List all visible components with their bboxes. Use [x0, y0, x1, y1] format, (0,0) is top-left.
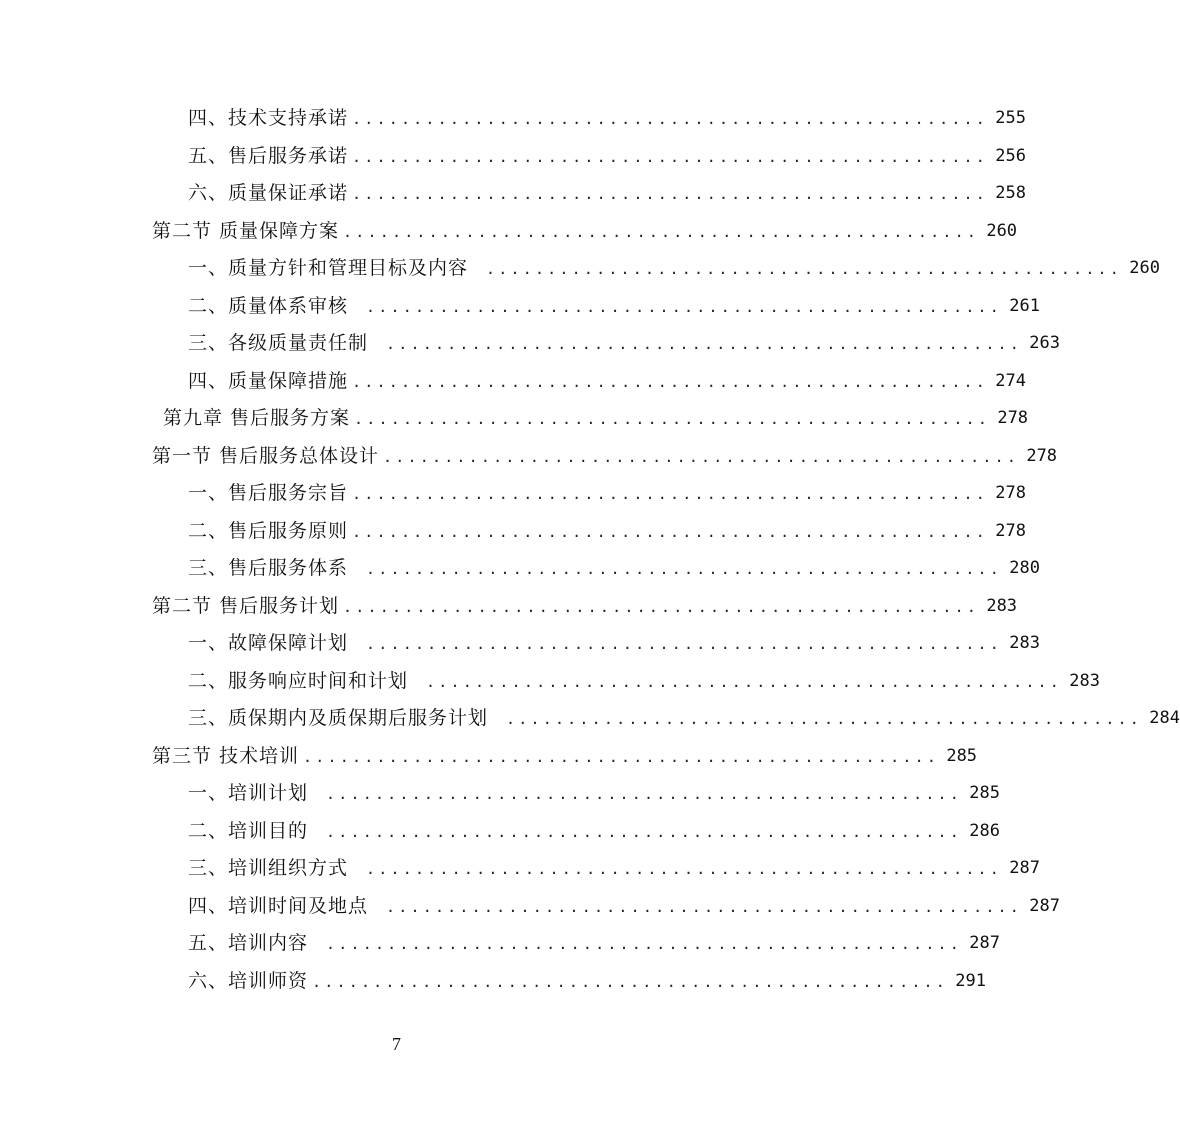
toc-entry-title: 二、培训目的 — [188, 819, 309, 842]
toc-entry-title: 三、各级质量责任制 — [188, 332, 369, 355]
table-of-contents — [0, 100, 1180, 1000]
toc-entry-title: 五、培训内容 — [188, 932, 309, 955]
toc-dot-leader: .................................................... — [506, 710, 1143, 729]
toc-entry-title: 三、质保期内及质保期后服务计划 — [188, 707, 489, 730]
toc-entry[interactable] — [0, 888, 1061, 926]
toc-entry-title: 一、培训计划 — [188, 782, 309, 805]
toc-entry[interactable] — [0, 288, 1041, 326]
toc-dot-leader: .................................................... — [366, 297, 1003, 316]
toc-entry-page: 278 — [995, 483, 1027, 504]
toc-entry-title: 第二节 质量保障方案 — [152, 219, 340, 242]
toc-entry-page: 285 — [969, 783, 1001, 804]
toc-entry-title: 四、培训时间及地点 — [188, 894, 369, 917]
toc-entry-page: 255 — [995, 108, 1027, 129]
toc-dot-leader: .................................................... — [352, 485, 989, 504]
toc-entry[interactable] — [0, 775, 1001, 813]
toc-entry-page: 278 — [995, 520, 1027, 541]
toc-entry-title: 五、售后服务承诺 — [188, 144, 349, 167]
toc-entry[interactable] — [0, 588, 1018, 626]
toc-entry-page: 256 — [995, 145, 1027, 166]
toc-entry[interactable] — [0, 663, 1101, 701]
toc-entry-page: 291 — [955, 970, 987, 991]
toc-entry-page: 260 — [1129, 258, 1161, 279]
toc-entry-page: 261 — [1009, 295, 1041, 316]
toc-entry[interactable] — [0, 513, 1027, 551]
toc-dot-leader: .................................................... — [352, 185, 989, 204]
toc-entry-page: 285 — [946, 745, 978, 766]
toc-entry[interactable] — [0, 175, 1027, 213]
toc-entry[interactable] — [0, 700, 1180, 738]
toc-entry-title: 六、培训师资 — [188, 969, 309, 992]
toc-entry-title: 第三节 技术培训 — [152, 744, 300, 767]
toc-entry-page: 274 — [995, 370, 1027, 391]
toc-entry-page: 278 — [997, 408, 1029, 429]
toc-entry[interactable] — [0, 250, 1161, 288]
toc-dot-leader: .................................................... — [486, 260, 1123, 279]
toc-dot-leader: .................................................... — [303, 747, 940, 766]
toc-entry[interactable] — [0, 738, 978, 776]
toc-entry[interactable] — [0, 438, 1058, 476]
toc-entry[interactable] — [0, 363, 1027, 401]
toc-dot-leader: .................................................... — [366, 635, 1003, 654]
toc-dot-leader: .................................................... — [386, 335, 1023, 354]
toc-dot-leader: .................................................... — [386, 897, 1023, 916]
toc-entry-page: 287 — [1009, 858, 1041, 879]
toc-entry[interactable] — [0, 100, 1027, 138]
toc-dot-leader: .................................................... — [366, 860, 1003, 879]
toc-dot-leader: .................................................... — [352, 372, 989, 391]
toc-entry-page: 278 — [1026, 445, 1058, 466]
toc-entry[interactable] — [0, 213, 1018, 251]
toc-entry-title: 三、售后服务体系 — [188, 557, 349, 580]
toc-dot-leader: .................................................... — [326, 822, 963, 841]
toc-entry[interactable] — [0, 400, 1029, 438]
toc-dot-leader: .................................................... — [354, 410, 991, 429]
toc-entry[interactable] — [0, 963, 987, 1001]
toc-entry-page: 287 — [969, 933, 1001, 954]
toc-entry-page: 283 — [986, 595, 1018, 616]
toc-entry[interactable] — [0, 550, 1041, 588]
toc-entry-page: 286 — [969, 820, 1001, 841]
toc-dot-leader: .................................................... — [312, 972, 949, 991]
toc-entry-title: 第一节 售后服务总体设计 — [152, 444, 380, 467]
toc-entry-page: 283 — [1069, 670, 1101, 691]
toc-entry-title: 第九章 售后服务方案 — [163, 407, 351, 430]
toc-entry-title: 六、质量保证承诺 — [188, 182, 349, 205]
toc-dot-leader: .................................................... — [383, 447, 1020, 466]
toc-entry-title: 第二节 售后服务计划 — [152, 594, 340, 617]
toc-entry-title: 二、服务响应时间和计划 — [188, 669, 409, 692]
toc-dot-leader: .................................................... — [326, 785, 963, 804]
toc-dot-leader: .................................................... — [352, 147, 989, 166]
toc-entry-page: 263 — [1029, 333, 1061, 354]
toc-entry-title: 三、培训组织方式 — [188, 857, 349, 880]
toc-entry[interactable] — [0, 138, 1027, 176]
toc-entry-page: 283 — [1009, 633, 1041, 654]
toc-dot-leader: .................................................... — [366, 560, 1003, 579]
toc-entry-page: 284 — [1149, 708, 1180, 729]
toc-entry-title: 二、质量体系审核 — [188, 294, 349, 317]
toc-dot-leader: .................................................... — [352, 522, 989, 541]
toc-entry[interactable] — [0, 475, 1027, 513]
toc-entry-page: 287 — [1029, 895, 1061, 916]
toc-entry-title: 一、售后服务宗旨 — [188, 482, 349, 505]
toc-entry-title: 二、售后服务原则 — [188, 519, 349, 542]
page-number: 7 — [392, 1034, 401, 1054]
toc-dot-leader: .................................................... — [326, 935, 963, 954]
toc-dot-leader: .................................................... — [426, 672, 1063, 691]
toc-entry-title: 一、质量方针和管理目标及内容 — [188, 257, 469, 280]
toc-dot-leader: .................................................... — [343, 222, 980, 241]
toc-entry-title: 四、技术支持承诺 — [188, 107, 349, 130]
toc-entry[interactable] — [0, 925, 1001, 963]
toc-dot-leader: .................................................... — [343, 597, 980, 616]
toc-entry[interactable] — [0, 325, 1061, 363]
toc-entry-title: 一、故障保障计划 — [188, 632, 349, 655]
toc-entry-page: 280 — [1009, 558, 1041, 579]
toc-entry[interactable] — [0, 625, 1041, 663]
toc-dot-leader: .................................................... — [352, 110, 989, 129]
toc-entry-page: 258 — [995, 183, 1027, 204]
toc-entry[interactable] — [0, 850, 1041, 888]
toc-entry-page: 260 — [986, 220, 1018, 241]
toc-entry-title: 四、质量保障措施 — [188, 369, 349, 392]
toc-entry[interactable] — [0, 813, 1001, 851]
